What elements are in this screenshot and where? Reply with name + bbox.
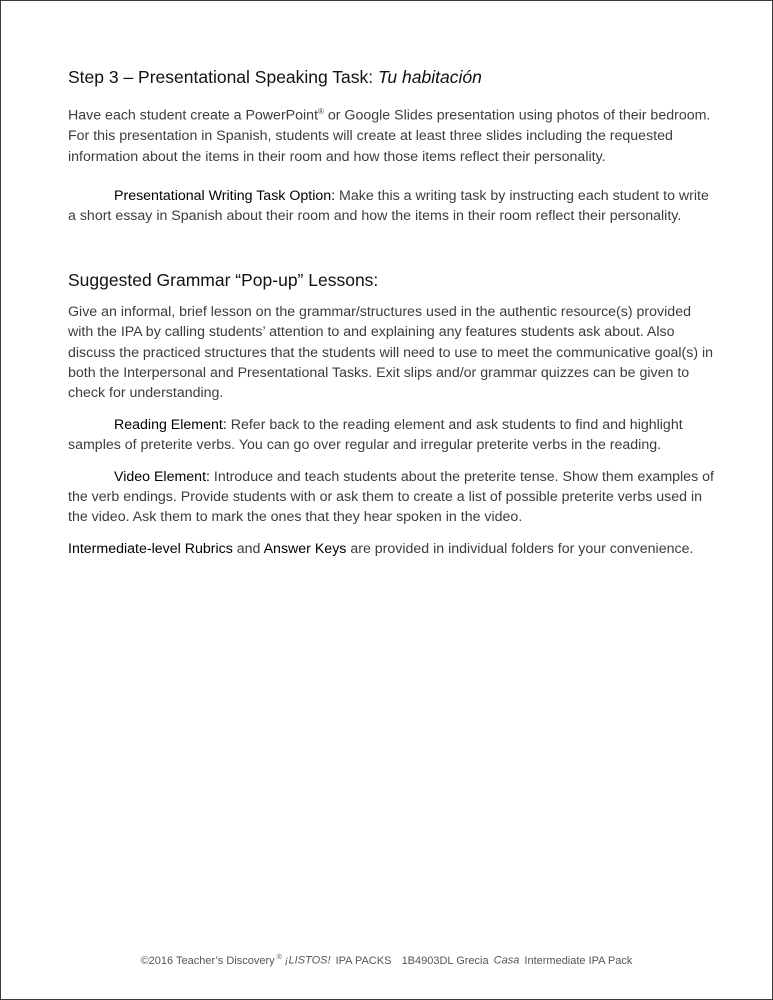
rubrics-note: Intermediate-level Rubrics and Answer Keys are provided in individual folders for your convenience. [68, 540, 694, 557]
writing-task-option: Presentational Writing Task Option: Make this a writing task by instructing each student to write a short essay in Spanish about their room and how the items in their room reflect their personality. [68, 187, 709, 225]
video-element-lead: Video Element: [114, 468, 210, 485]
page-content [68, 65, 718, 559]
step3-heading-italic: Tu habitación [378, 67, 482, 87]
writing-task-lead: Presentational Writing Task Option: [114, 187, 336, 204]
grammar-heading: Suggested Grammar “Pop-up” Lessons: [68, 269, 379, 290]
rubrics-lead: Intermediate-level Rubrics [68, 540, 233, 557]
page-footer: ©2016 Teacher’s Discovery ® ¡LISTOS! IPA PACKS 1B4903DL Grecia Casa Intermediate IPA Pack [140, 954, 633, 967]
answer-keys-lead: Answer Keys [263, 540, 347, 557]
step3-heading: Step 3 – Presentational Speaking Task: Tu habitación [68, 67, 482, 87]
reading-element: Reading Element: Refer back to the reading element and ask students to find and highlight samples of preterite verbs. You can go over regular and irregular preterite verbs in the reading. [68, 416, 683, 454]
listos-title: ¡LISTOS! [284, 954, 331, 967]
step3-intro: Have each student create a PowerPoint® or Google Slides presentation using photos of their bedroom. For this presentation in Spanish, students will create at least three slides including the requested information about the items in their room and how those items reflect their personality. [68, 107, 711, 165]
grammar-intro: Give an informal, brief lesson on the grammar/structures used in the authentic resource(s) provided with the IPA by calling students’ attention to and explaining any features students ask about. Also discuss the practiced structures that the students will need to use to meet the communicative goal(s) in both the Interpersonal and Presentational Tasks. Exit slips and/or grammar quizzes can be given to check for understanding. [68, 303, 714, 402]
reading-element-lead: Reading Element: [114, 416, 227, 433]
casa-title: Casa [493, 954, 520, 967]
video-element: Video Element: Introduce and teach students about the preterite tense. Show them examples of the verb endings. Provide students with or ask them to create a list of possible preterite verbs used in the video. Ask them to mark the ones that they hear spoken in the video. [68, 468, 714, 526]
